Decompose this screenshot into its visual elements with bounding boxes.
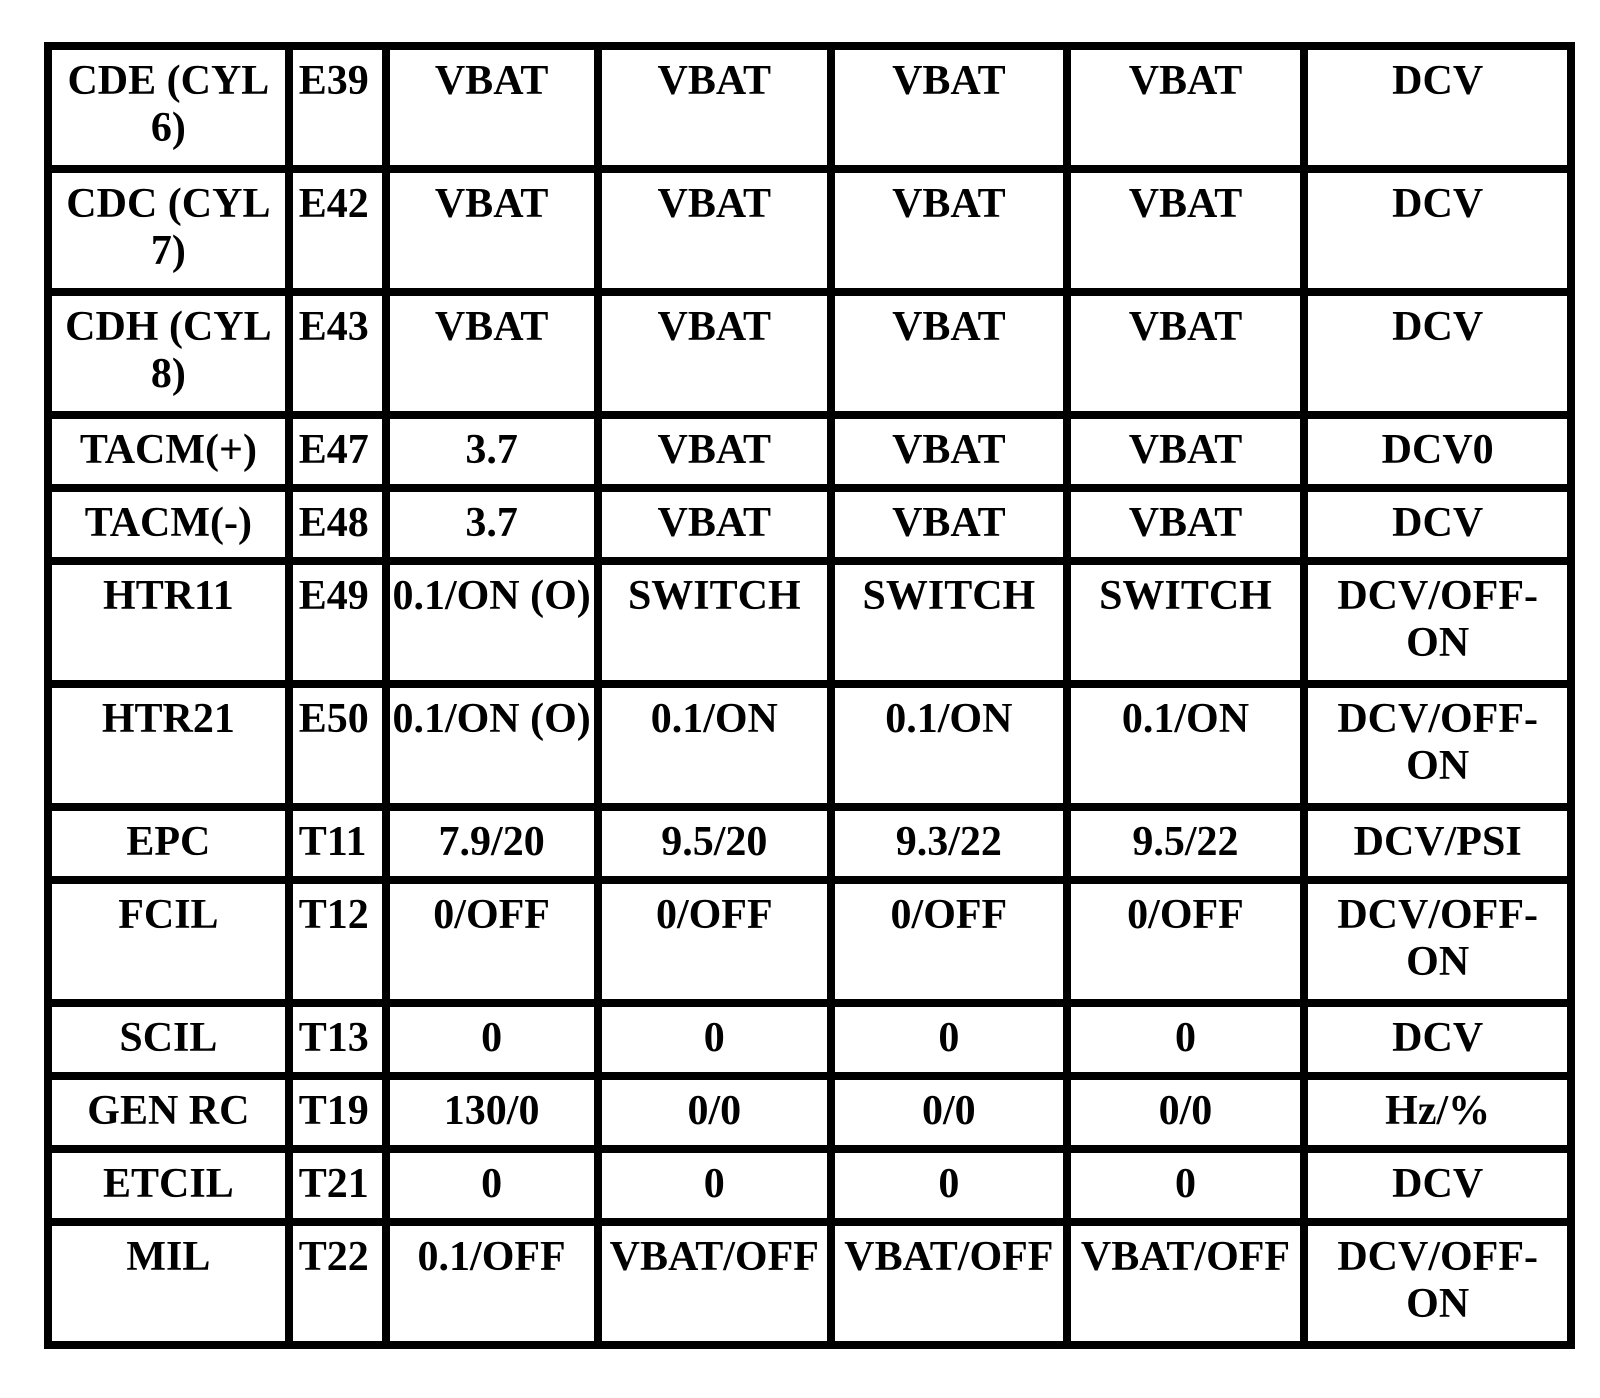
cell-value-4: VBAT xyxy=(1071,419,1301,484)
cell-value-4: 0/0 xyxy=(1071,1080,1301,1145)
cell-value-2: 9.5/20 xyxy=(602,811,828,876)
cell-value-4: SWITCH xyxy=(1071,565,1301,680)
cell-value-1: 0/OFF xyxy=(390,884,594,999)
cell-unit: DCV/PSI xyxy=(1308,811,1567,876)
cell-value-4: 0/OFF xyxy=(1071,884,1301,999)
cell-value-2: VBAT xyxy=(602,296,828,411)
cell-pin: E48 xyxy=(293,492,382,557)
cell-value-1: 0 xyxy=(390,1007,594,1072)
cell-value-2: 0.1/ON xyxy=(602,688,828,803)
cell-value-1: 3.7 xyxy=(390,419,594,484)
cell-unit: DCV/OFF-ON xyxy=(1308,565,1567,680)
cell-value-3: VBAT xyxy=(835,492,1063,557)
cell-value-1: VBAT xyxy=(390,173,594,288)
table-row xyxy=(52,173,1567,288)
cell-unit: DCV xyxy=(1308,50,1567,165)
cell-unit: DCV/OFF-ON xyxy=(1308,688,1567,803)
cell-pin: E49 xyxy=(293,565,382,680)
table-row xyxy=(52,688,1567,803)
cell-value-2: VBAT xyxy=(602,419,828,484)
cell-value-1: 0.1/OFF xyxy=(390,1226,594,1341)
cell-value-3: 0/0 xyxy=(835,1080,1063,1145)
cell-unit: Hz/% xyxy=(1308,1080,1567,1145)
cell-value-1: 0.1/ON (O) xyxy=(390,688,594,803)
cell-value-3: 9.3/22 xyxy=(835,811,1063,876)
cell-value-3: VBAT xyxy=(835,419,1063,484)
cell-value-2: 0/OFF xyxy=(602,884,828,999)
table-row xyxy=(52,565,1567,680)
cell-value-3: VBAT xyxy=(835,50,1063,165)
cell-signal-name: MIL xyxy=(52,1226,285,1341)
cell-value-4: VBAT/OFF xyxy=(1071,1226,1301,1341)
cell-unit: DCV0 xyxy=(1308,419,1567,484)
cell-pin: T21 xyxy=(293,1153,382,1218)
cell-value-3: 0/OFF xyxy=(835,884,1063,999)
cell-signal-name: ETCIL xyxy=(52,1153,285,1218)
cell-unit: DCV/OFF-ON xyxy=(1308,1226,1567,1341)
cell-signal-name: CDC (CYL 7) xyxy=(52,173,285,288)
table-row xyxy=(52,1153,1567,1218)
cell-value-1: 130/0 xyxy=(390,1080,594,1145)
cell-value-1: 7.9/20 xyxy=(390,811,594,876)
table-row xyxy=(52,50,1567,165)
table-row xyxy=(52,492,1567,557)
cell-value-1: VBAT xyxy=(390,50,594,165)
cell-value-2: VBAT xyxy=(602,492,828,557)
cell-unit: DCV xyxy=(1308,296,1567,411)
cell-value-4: VBAT xyxy=(1071,173,1301,288)
cell-value-3: VBAT xyxy=(835,173,1063,288)
cell-unit: DCV xyxy=(1308,1007,1567,1072)
table-row xyxy=(52,811,1567,876)
cell-pin: E50 xyxy=(293,688,382,803)
cell-value-1: 0.1/ON (O) xyxy=(390,565,594,680)
cell-value-4: VBAT xyxy=(1071,492,1301,557)
cell-signal-name: HTR11 xyxy=(52,565,285,680)
cell-signal-name: CDH (CYL 8) xyxy=(52,296,285,411)
cell-value-2: 0 xyxy=(602,1007,828,1072)
cell-unit: DCV/OFF-ON xyxy=(1308,884,1567,999)
cell-signal-name: GEN RC xyxy=(52,1080,285,1145)
cell-pin: E43 xyxy=(293,296,382,411)
table-row xyxy=(52,296,1567,411)
cell-value-2: 0/0 xyxy=(602,1080,828,1145)
cell-pin: E47 xyxy=(293,419,382,484)
cell-value-3: VBAT/OFF xyxy=(835,1226,1063,1341)
cell-value-4: VBAT xyxy=(1071,50,1301,165)
cell-value-1: VBAT xyxy=(390,296,594,411)
table-row xyxy=(52,419,1567,484)
cell-value-3: VBAT xyxy=(835,296,1063,411)
cell-pin: T11 xyxy=(293,811,382,876)
cell-value-4: 0 xyxy=(1071,1153,1301,1218)
cell-value-1: 0 xyxy=(390,1153,594,1218)
cell-value-3: 0 xyxy=(835,1007,1063,1072)
table-row xyxy=(52,884,1567,999)
cell-value-2: VBAT/OFF xyxy=(602,1226,828,1341)
cell-value-2: SWITCH xyxy=(602,565,828,680)
cell-signal-name: SCIL xyxy=(52,1007,285,1072)
cell-value-4: 9.5/22 xyxy=(1071,811,1301,876)
cell-signal-name: FCIL xyxy=(52,884,285,999)
table-row xyxy=(52,1007,1567,1072)
table-row xyxy=(52,1080,1567,1145)
cell-pin: E39 xyxy=(293,50,382,165)
cell-value-2: 0 xyxy=(602,1153,828,1218)
cell-pin: E42 xyxy=(293,173,382,288)
cell-value-4: 0 xyxy=(1071,1007,1301,1072)
cell-value-3: 0 xyxy=(835,1153,1063,1218)
cell-signal-name: TACM(-) xyxy=(52,492,285,557)
pin-voltage-table xyxy=(44,42,1575,1349)
cell-pin: T13 xyxy=(293,1007,382,1072)
cell-pin: T12 xyxy=(293,884,382,999)
cell-value-2: VBAT xyxy=(602,173,828,288)
table-row xyxy=(52,1226,1567,1341)
cell-unit: DCV xyxy=(1308,173,1567,288)
cell-signal-name: HTR21 xyxy=(52,688,285,803)
cell-value-2: VBAT xyxy=(602,50,828,165)
cell-value-4: VBAT xyxy=(1071,296,1301,411)
cell-signal-name: EPC xyxy=(52,811,285,876)
cell-unit: DCV xyxy=(1308,492,1567,557)
cell-pin: T22 xyxy=(293,1226,382,1341)
cell-signal-name: TACM(+) xyxy=(52,419,285,484)
cell-pin: T19 xyxy=(293,1080,382,1145)
cell-signal-name: CDE (CYL 6) xyxy=(52,50,285,165)
cell-value-4: 0.1/ON xyxy=(1071,688,1301,803)
cell-value-3: SWITCH xyxy=(835,565,1063,680)
cell-unit: DCV xyxy=(1308,1153,1567,1218)
cell-value-3: 0.1/ON xyxy=(835,688,1063,803)
cell-value-1: 3.7 xyxy=(390,492,594,557)
